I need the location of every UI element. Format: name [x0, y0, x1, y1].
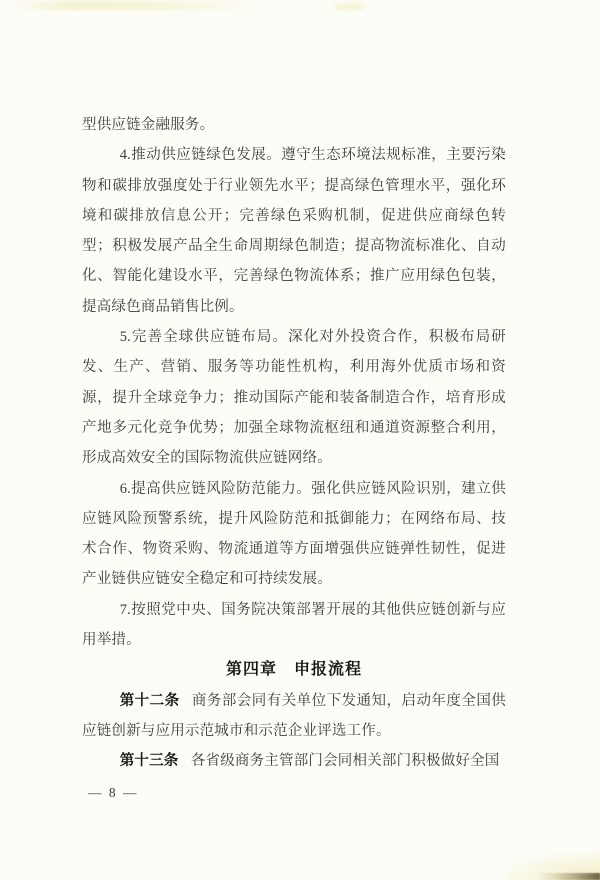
scan-artifact-top-smudge	[10, 1, 265, 10]
paragraph-item-4: 4.推动供应链绿色发展。遵守生态环境法规标准，主要污染物和碳排放强度处于行业领先水平；提高绿色管理水平，强化环境和碳排放信息公开；完善绿色采购机制，促进供应商绿色转型；积极发展产品全生命周期绿色制造；提高物流标准化、自动化、智能化建设水平，完善绿色物流体系；推广应用绿色包装，提高绿色商品销售比例。	[82, 147, 506, 315]
scan-artifact-top-dot	[333, 3, 367, 10]
article-12-text: 商务部会同有关单位下发通知，启动年度全国供应链创新与应用示范城市和示范企业评选工作。	[82, 692, 506, 739]
paragraph-item-5: 5.完善全球供应链布局。深化对外投资合作，积极布局研发、生产、营销、服务等功能性机构，利用海外优质市场和资源，提升全球竞争力；推动国际产能和装备制造合作，培育形成产地多元化竞争优势；加强全球物流枢纽和通道资源整合利用，形成高效安全的国际物流供应链网络。	[82, 329, 506, 467]
article-12	[82, 686, 506, 747]
paragraph-item-6: 6.提高供应链风险防范能力。强化供应链风险识别，建立供应链风险预警系统，提升风险防范和抵御能力；在网络布局、技术合作、物资采购、物流通道等方面增强供应链弹性韧性，促进产业链供应链安全稳定和可持续发展。	[82, 480, 506, 588]
document-body	[82, 110, 506, 801]
paragraph-continuation: 型供应链金融服务。	[82, 117, 215, 133]
article-12-term: 第十二条	[119, 692, 180, 709]
article-13-text: 各省级商务主管部门会同相关部门积极做好全国	[190, 753, 500, 770]
article-13	[82, 746, 506, 776]
paragraph-item-7: 7.按照党中央、国务院决策部署开展的其他供应链创新与应用举措。	[82, 601, 506, 649]
chapter-heading: 第四章 申报流程	[225, 661, 362, 679]
article-13-term: 第十三条	[119, 753, 179, 770]
scan-artifact-corner-shadow	[538, 873, 600, 880]
page-number: — 8 —	[88, 784, 139, 800]
